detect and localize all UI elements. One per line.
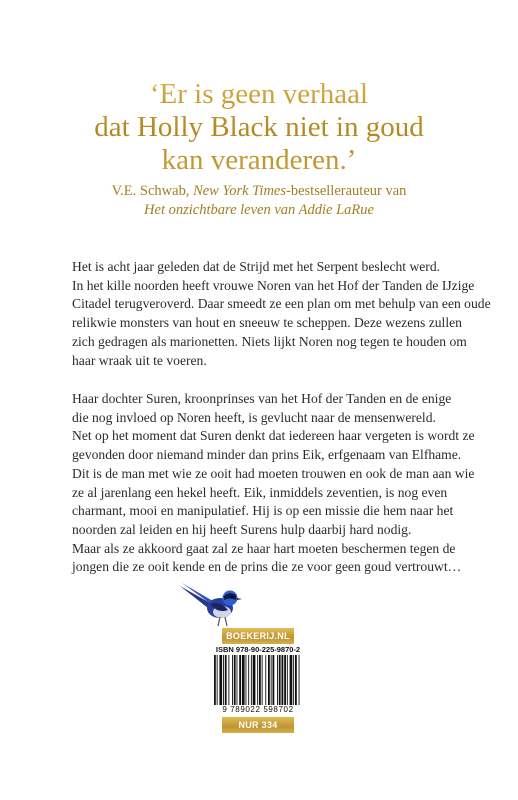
blurb-line: jongen die ze ooit kende en de prins die ze voor geen goud vertrouwt… — [72, 559, 462, 575]
blurb-paragraph-1 — [72, 258, 491, 370]
blurb-line: gevonden door niemand minder dan prins Eik, erfgenaam van Elfhame. — [72, 447, 462, 463]
blurb-line: ze al jarenlang een hekel heeft. Eik, inmiddels zeventien, is nog even — [72, 484, 448, 500]
quote-attribution — [0, 182, 518, 220]
blurb-line: Net op het moment dat Suren denkt dat iedereen haar vergeten is wordt ze — [72, 428, 475, 444]
isbn-label: ISBN 978-90-225-9870-2 — [215, 645, 301, 654]
quote-line-3: kan veranderen.’ — [161, 144, 357, 176]
blurb-line: zich gedragen als marionetten. Niets lijkt Noren nog tegen te houden om — [72, 333, 467, 349]
bird-illustration-icon — [172, 574, 244, 628]
blurb-line: relikwie monsters van hout en sneeuw te scheppen. Deze wezens zullen — [72, 315, 462, 331]
blurb-line: die nog invloed op Noren heeft, is gevlucht naar de mensenwereld. — [72, 409, 436, 425]
barcode-block — [210, 644, 306, 716]
nur-label: NUR 334 — [222, 717, 294, 733]
blurb-line: Haar dochter Suren, kroonprinses van het Hof der Tanden en de enige — [72, 391, 452, 406]
publisher-label: BOEKERIJ.NL — [222, 628, 294, 644]
blurb-line: Citadel terugveroverd. Daar smeedt ze een plan om met behulp van een oude — [72, 296, 491, 312]
attribution-author: V.E. Schwab, — [111, 183, 190, 199]
attribution-publication: New York Times — [193, 183, 287, 199]
blurb-line: In het kille noorden heeft vrouwe Noren van het Hof der Tanden de IJzige — [72, 277, 475, 293]
blurb-line: Dit is de man met wie ze ooit had moeten trouwen en ook de man aan wie — [72, 465, 475, 481]
blurb-line: Maar als ze akkoord gaat zal ze haar hart moeten beschermen tegen de — [72, 540, 456, 556]
barcode-icon — [210, 655, 306, 705]
blurb-line: Het is acht jaar geleden dat de Strijd met het Serpent beslecht werd. — [72, 259, 441, 274]
blurb-line: noorden zal leiden en hij heeft Surens hulp daarbij hard nodig. — [72, 521, 412, 537]
blurb-line: charmant, mooi en manipulatief. Hij is op een missie die hem naar het — [72, 503, 454, 519]
quote — [0, 78, 518, 177]
isbn-digits: 9 789022 598702 — [222, 705, 294, 714]
attribution-suffix: -bestsellerauteur van — [286, 183, 407, 199]
blurb-paragraph-2 — [72, 390, 475, 577]
quote-line-2: dat Holly Black niet in goud — [94, 111, 424, 143]
attribution-book: Het onzichtbare leven van Addie LaRue — [144, 202, 374, 218]
quote-line-1: ‘Er is geen verhaal — [149, 78, 369, 110]
blurb-line: haar wraak uit te voeren. — [72, 352, 207, 368]
